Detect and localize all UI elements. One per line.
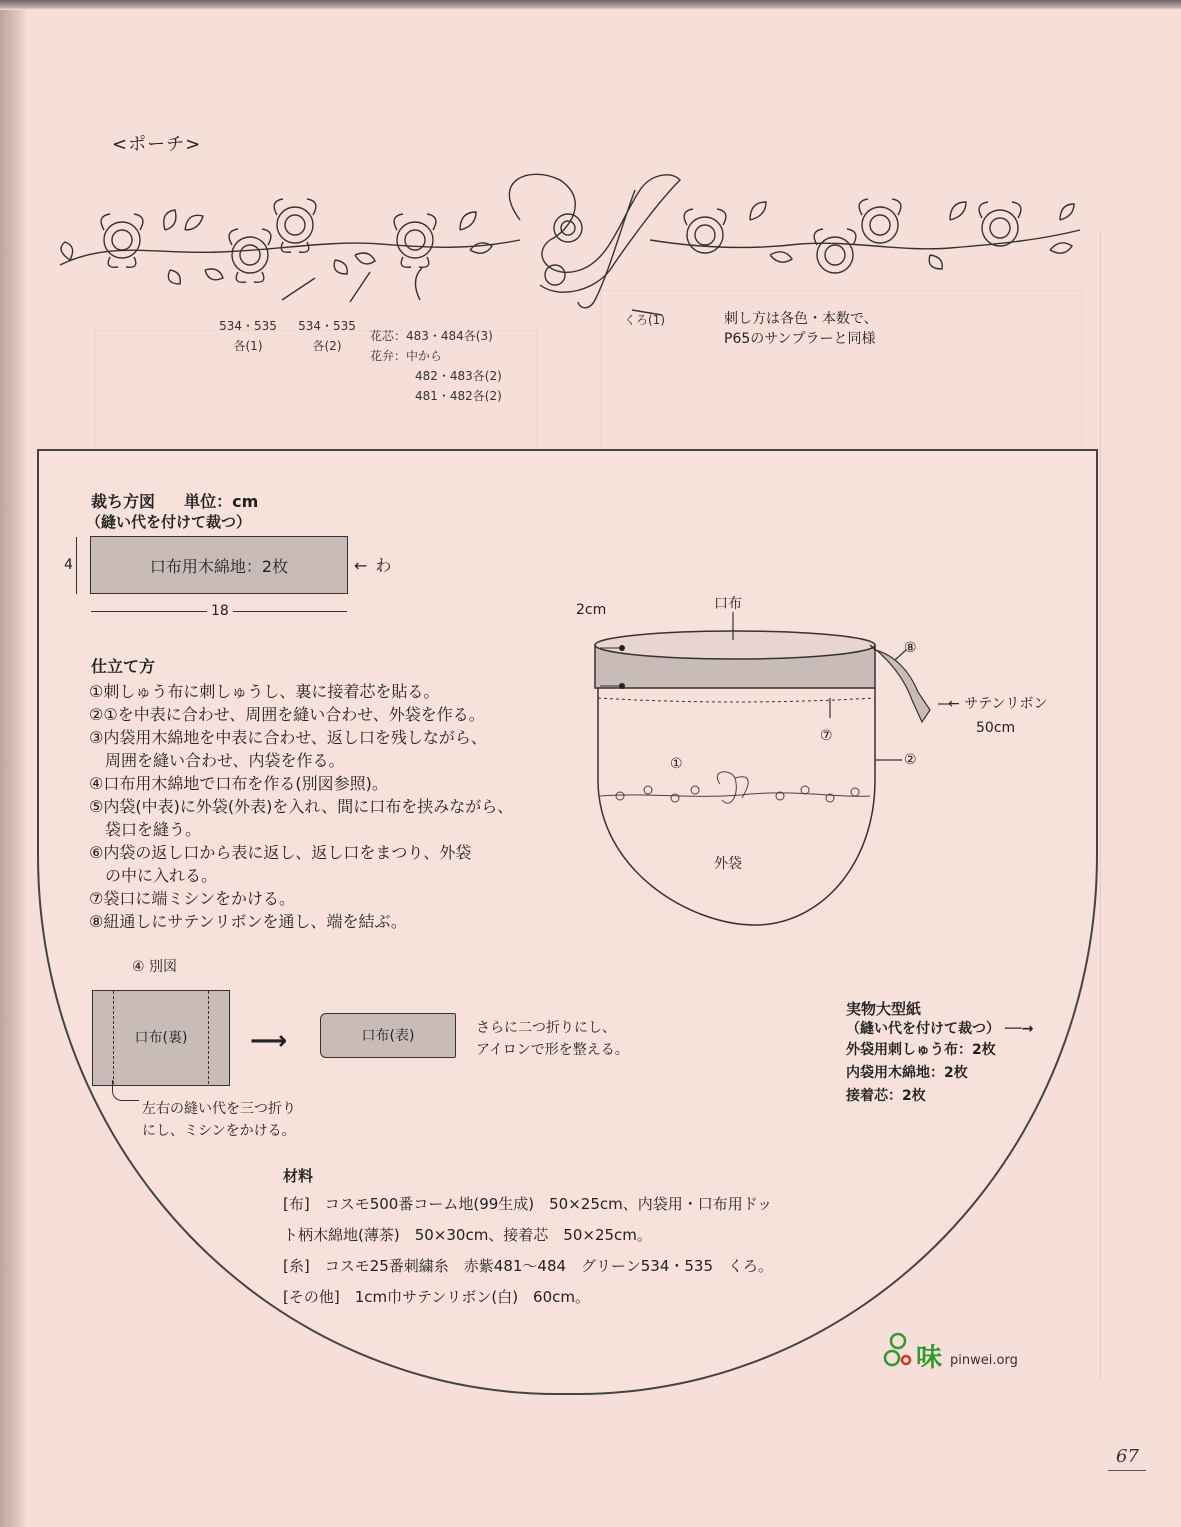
mouth-cloth-front: 口布(表) [320, 1013, 456, 1058]
step-5-cont: 袋口を縫う。 [89, 820, 202, 839]
materials-other: [その他] 1cm巾サテンリボン(白) 60cm。 [283, 1288, 591, 1306]
materials-thread: [糸] コスモ25番刺繍糸 赤紫481〜484 グリーン534・535 くろ。 [283, 1257, 774, 1275]
label-mouth-cloth: 口布 [714, 596, 742, 612]
instructions-title: 仕立て方 [91, 657, 156, 676]
step-3-cont: 周囲を縫い合わせ、内袋を作る。 [89, 751, 345, 770]
ribbon-arrow-icon: ← [948, 696, 960, 712]
instructions-list [89, 680, 513, 933]
leaf-label-2: 534・535 各(2) [298, 319, 356, 353]
label-num2: ② [904, 752, 917, 768]
flower-1 [101, 214, 143, 267]
fold-note: さらに二つ折りにし、 アイロンで形を整える。 [476, 1020, 629, 1058]
step-8: ⑧紐通しにサテンリボンを通し、端を結ぶ。 [89, 912, 407, 931]
page-top-edge [0, 0, 1181, 10]
step-1: ①刺しゅう布に刺しゅうし、裏に接着芯を貼る。 [89, 682, 440, 701]
flower-3 [274, 199, 316, 252]
label-outer-bag: 外袋 [714, 856, 742, 872]
mouth-cloth-back: 口布(裏) [92, 990, 230, 1086]
flower-2 [229, 229, 271, 282]
flower-7 [859, 199, 901, 243]
flower-label: 花芯：483・484各(3) 花弁：中から 482・483各(2) 481・482各(2) [370, 329, 502, 403]
label-num7: ⑦ [820, 728, 833, 744]
arrow-icon: ⟶ [250, 1026, 288, 1056]
fold-mark: ← わ [354, 556, 392, 575]
show-through-right-column [1100, 230, 1116, 1380]
step-6-cont: の中に入れる。 [89, 866, 218, 885]
pouch-heading: <ポーチ> [112, 134, 202, 155]
site-logo [880, 1330, 1018, 1372]
page-number-swash [1108, 1470, 1146, 1472]
flower-6 [814, 229, 856, 273]
separate-title: ④ 別図 [132, 959, 178, 975]
label-num8: ⑧ [904, 640, 917, 656]
step-2: ②①を中表に合わせ、周囲を縫い合わせ、外袋を作る。 [89, 705, 485, 724]
height-value: 4 [64, 557, 73, 573]
stitch-note: 刺し方は各色・本数で、 P65のサンプラーと同様 [724, 311, 878, 347]
leaf-label-1: 534・535 各(1) [219, 319, 277, 353]
materials: 材料 [布] コスモ500番コーム地(99生成) 50×25cm、内袋用・口布用ドッ ト柄木綿地(薄茶) 50×30cm、接着芯 50×25cm。 [糸] コスモ25番刺繍糸 赤紫481〜484 グリーン534・535 くろ。 [その他] 1cm巾サテンリボン(白) 60cm。 [283, 1165, 773, 1313]
logo-char: 味 [916, 1343, 943, 1373]
embroidery-motif [50, 160, 1090, 320]
step-5: ⑤内袋(中表)に外袋(外表)を入れ、間に口布を挟みながら、 [89, 797, 514, 816]
book-gutter-shadow [0, 0, 28, 1527]
step-7: ⑦袋口に端ミシンをかける。 [89, 889, 295, 908]
fold-arrow-icon: ← [354, 556, 368, 575]
step-3: ③内袋用木綿地を中表に合わせ、返し口を残しながら、 [89, 728, 487, 747]
flower-8 [979, 202, 1021, 246]
cutting-title: 裁ち方図 単位：cm [91, 492, 259, 511]
cutting-box: 口布用木綿地：2枚 [90, 536, 348, 594]
flower-4 [394, 214, 436, 267]
height-dimension [76, 537, 79, 594]
seam-note-pointer [112, 1080, 139, 1101]
width-value: 18 [207, 600, 233, 623]
label-num1: ① [670, 756, 683, 772]
label-ribbon-length: 50cm [976, 720, 1016, 736]
black-thread-label: くろ(1) [624, 313, 665, 327]
logo-mark-icon [880, 1330, 916, 1372]
label-ribbon: ← サテンリボン [948, 696, 1048, 712]
label-2cm: 2cm [576, 602, 607, 618]
pattern-arrow-icon: ──→ [1000, 1021, 1034, 1037]
seam-note: 左右の縫い代を三つ折り にし、ミシンをかける。 [142, 1101, 296, 1139]
step-6: ⑥内袋の返し口から表に返し、返し口をまつり、外袋 [89, 843, 472, 862]
logo-site: pinwei.org [950, 1353, 1018, 1368]
step-4: ④口布用木綿地で口布を作る(別図参照)。 [89, 774, 388, 793]
materials-fabric-cont: ト柄木綿地(薄茶) 50×30cm、接着芯 50×25cm。 [283, 1226, 652, 1244]
pouch-diagram [570, 600, 950, 930]
materials-fabric: [布] コスモ500番コーム地(99生成) 50×25cm、内袋用・口布用ドッ [283, 1195, 773, 1213]
pattern-note: 実物大型紙 （縫い代を付けて裁つ） ──→ 外袋用刺しゅう布：2枚 内袋用木綿地：2枚 接着芯：2枚 [846, 1000, 1034, 1104]
page-number: 67 [1116, 1446, 1139, 1467]
cutting-seam-note: （縫い代を付けて裁つ） [86, 513, 252, 531]
